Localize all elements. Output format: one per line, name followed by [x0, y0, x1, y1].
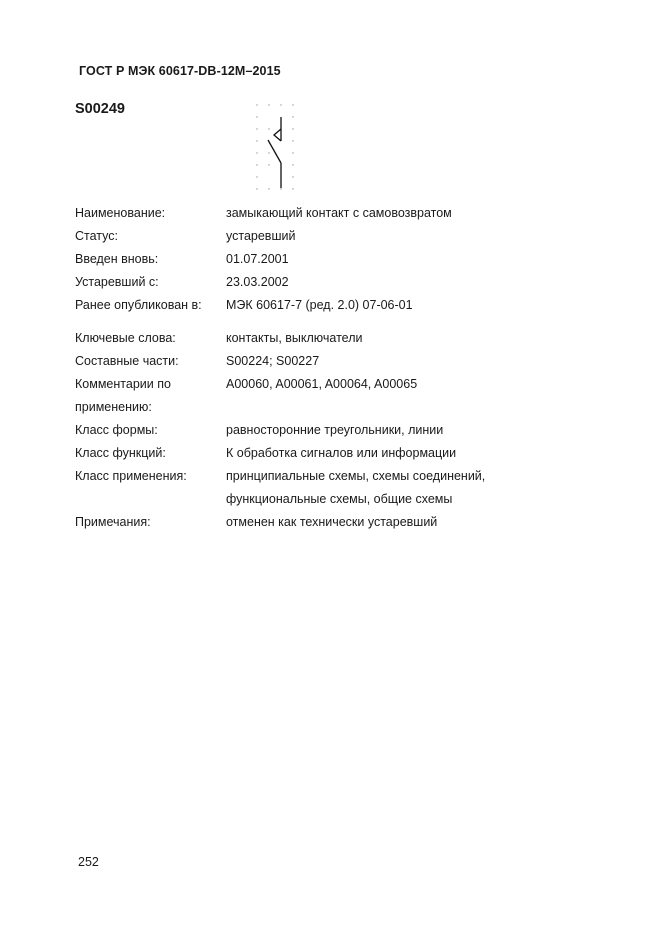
field-row-application-class	[75, 465, 595, 488]
field-label: Составные части:	[75, 354, 179, 368]
field-value: К обработка сигналов или информации	[226, 446, 457, 460]
field-value: отменен как технически устаревший	[226, 515, 438, 529]
field-label: Статус:	[75, 229, 118, 243]
field-row-notes	[75, 511, 595, 534]
field-value: устаревший	[226, 229, 296, 243]
field-value: 01.07.2001	[226, 252, 289, 266]
field-row-status	[75, 225, 595, 248]
field-label: Комментарии по	[75, 377, 171, 391]
field-value: функциональные схемы, общие схемы	[226, 492, 453, 506]
field-row-application-class-cont	[75, 488, 595, 511]
field-value: контакты, выключатели	[226, 331, 363, 345]
field-row-obsolete-since	[75, 271, 595, 294]
field-label: Класс формы:	[75, 423, 158, 437]
field-value: принципиальные схемы, схемы соединений,	[226, 469, 486, 483]
field-value	[226, 396, 595, 419]
field-row-previously-published	[75, 294, 595, 317]
make-contact-self-return-symbol-icon	[250, 100, 310, 200]
field-row-function-class	[75, 442, 595, 465]
field-label	[75, 488, 226, 511]
field-label: применению:	[75, 400, 152, 414]
field-label: Примечания:	[75, 515, 151, 529]
field-row-components	[75, 350, 595, 373]
symbol-attributes	[75, 202, 595, 534]
document-header: ГОСТ Р МЭК 60617-DB-12M–2015	[79, 64, 281, 78]
section-gap	[75, 317, 595, 327]
field-label: Устаревший с:	[75, 275, 159, 289]
page-number: 252	[78, 855, 99, 869]
field-label: Класс применения:	[75, 469, 187, 483]
field-label: Наименование:	[75, 206, 166, 220]
field-row-name	[75, 202, 595, 225]
field-row-shape-class	[75, 419, 595, 442]
field-value: равносторонние треугольники, линии	[226, 423, 444, 437]
field-value: замыкающий контакт с самовозвратом	[226, 206, 452, 220]
field-row-keywords	[75, 327, 595, 350]
field-label: Ранее опубликован в:	[75, 298, 202, 312]
field-value: S00224; S00227	[226, 354, 320, 368]
field-label: Класс функций:	[75, 446, 166, 460]
field-label: Ключевые слова:	[75, 331, 176, 345]
field-value: A00060, A00061, A00064, A00065	[226, 377, 418, 391]
field-label: Введен вновь:	[75, 252, 159, 266]
field-row-application-notes-cont	[75, 396, 595, 419]
field-row-application-notes	[75, 373, 595, 396]
symbol-id: S00249	[75, 101, 125, 117]
field-row-introduced	[75, 248, 595, 271]
field-value: 23.03.2002	[226, 275, 289, 289]
field-value: МЭК 60617-7 (ред. 2.0) 07-06-01	[226, 298, 413, 312]
